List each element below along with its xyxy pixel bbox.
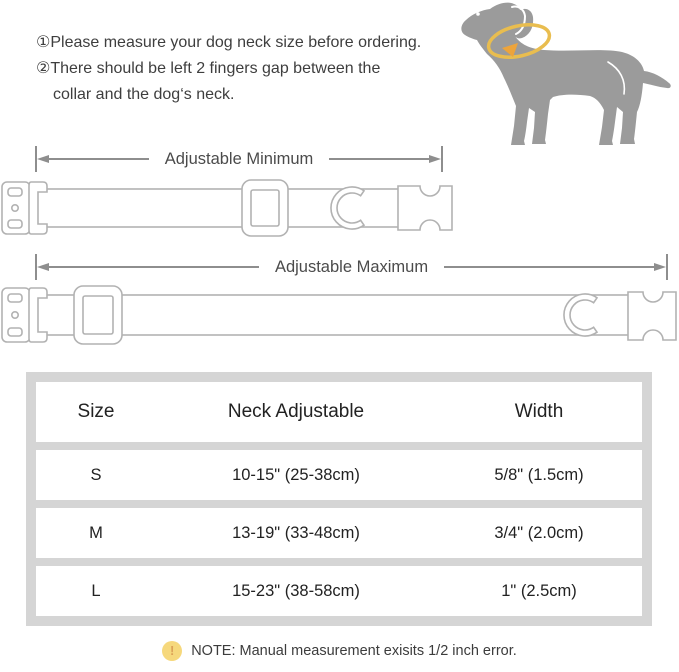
- buckle-slot-top: [8, 294, 22, 302]
- column-header-size: Size: [77, 401, 115, 422]
- buckle-hole: [12, 312, 18, 318]
- buckle-male: [398, 186, 452, 230]
- dog-illustration: [456, 0, 676, 158]
- adjustable-maximum-label: Adjustable Maximum: [274, 257, 429, 276]
- cell-size: S: [90, 465, 102, 484]
- instruction-line-1: ①Please measure your dog neck size before ordering.: [36, 34, 422, 51]
- tri-glide-inner: [251, 190, 279, 226]
- tri-glide-inner: [83, 296, 113, 334]
- exclamation-icon: !: [162, 641, 182, 661]
- arrow-right-icon: [429, 155, 441, 163]
- dimension-line: [329, 158, 429, 160]
- cell-width: 5/8" (1.5cm): [494, 465, 584, 484]
- buckle-male: [628, 292, 676, 340]
- instructions: [36, 30, 466, 108]
- cell-width: 3/4" (2.0cm): [494, 523, 584, 542]
- collar-maximum-diagram: [0, 280, 679, 350]
- cell-width: 1" (2.5cm): [501, 581, 577, 600]
- cell-neck: 15-23" (38-58cm): [232, 581, 360, 600]
- buckle-slot-top: [8, 188, 22, 196]
- table-header-row: [36, 382, 642, 442]
- column-header-neck-adjustable: Neck Adjustable: [227, 401, 365, 422]
- instruction-line-2: ②There should be left 2 fingers gap between the: [36, 60, 381, 77]
- table-row-l: [36, 566, 642, 616]
- buckle-slot-bottom: [8, 328, 22, 336]
- column-header-width: Width: [514, 401, 564, 422]
- dimension-end-bar: [441, 146, 443, 172]
- dimension-line: [49, 266, 259, 268]
- adjustable-minimum-dimension: [35, 146, 443, 172]
- dog-eye: [476, 12, 480, 16]
- collar-minimum-diagram: [0, 176, 455, 240]
- dog-silhouette: [461, 3, 670, 145]
- dimension-line: [444, 266, 654, 268]
- instruction-line-3: collar and the dog‘s neck.: [53, 86, 235, 103]
- dimension-end-bar: [666, 254, 668, 280]
- adjustable-minimum-label: Adjustable Minimum: [164, 149, 314, 168]
- size-chart-table: [26, 372, 652, 626]
- adjustable-maximum-dimension: [35, 254, 668, 280]
- table-row-m: [36, 508, 642, 558]
- cell-size: M: [89, 523, 103, 542]
- buckle-slot-bottom: [8, 220, 22, 228]
- arrow-left-icon: [37, 263, 49, 271]
- note-text: NOTE: Manual measurement exisits 1/2 inch error.: [191, 643, 517, 659]
- cell-neck: 13-19" (33-48cm): [232, 523, 360, 542]
- arrow-left-icon: [37, 155, 49, 163]
- measurement-note: [0, 641, 679, 661]
- buckle-hole: [12, 205, 18, 211]
- table-row-s: [36, 450, 642, 500]
- arrow-right-icon: [654, 263, 666, 271]
- dimension-line: [49, 158, 149, 160]
- cell-size: L: [91, 581, 101, 600]
- cell-neck: 10-15" (25-38cm): [232, 465, 360, 484]
